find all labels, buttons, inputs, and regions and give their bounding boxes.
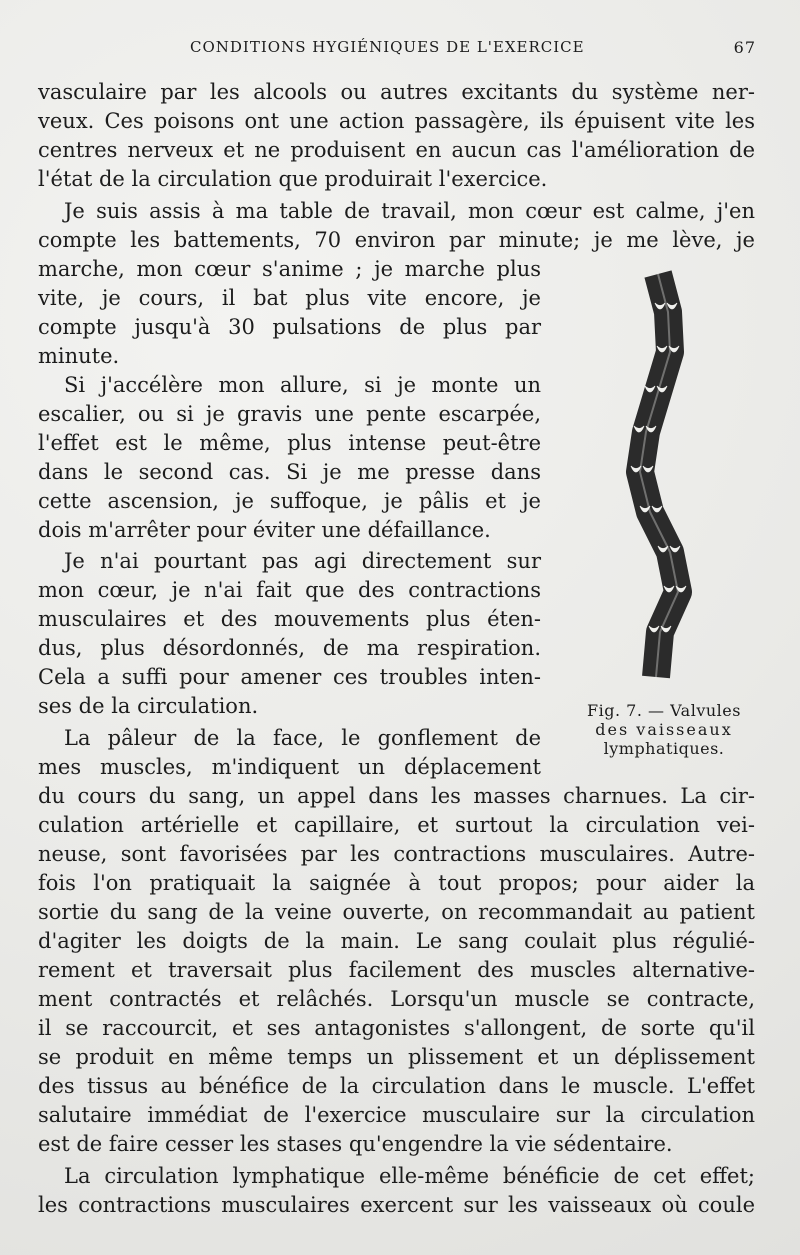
text-line: culation artérielle et capillaire, et surtout la circulation vei- [38, 813, 755, 837]
text-line: cette ascension, je suffoque, je pâlis et je [38, 489, 541, 513]
text-line: mon cœur, je n'ai fait que des contractions [38, 578, 541, 602]
figure-caption-line: lymphatiques. [603, 739, 725, 758]
text-line: Je suis assis à ma table de travail, mon cœur est calme, j'en [64, 199, 755, 223]
lymphatic-vessel-illustration [618, 262, 708, 692]
text-line: fois l'on pratiquait la saignée à tout propos; pour aider la [38, 871, 755, 895]
text-line: dans le second cas. Si je me presse dans [38, 460, 541, 484]
text-line: veux. Ces poisons ont une action passagère, ils épuisent vite les [38, 109, 755, 133]
text-line: l'état de la circulation que produirait l'exercice. [38, 167, 548, 191]
text-line: La pâleur de la face, le gonflement de [64, 726, 541, 750]
text-line: du cours du sang, un appel dans les masses charnues. La cir- [38, 784, 755, 808]
text-line: dois m'arrêter pour éviter une défaillance. [38, 518, 491, 542]
text-line: mes muscles, m'indiquent un déplacement [38, 755, 541, 779]
text-line: escalier, ou si je gravis une pente escarpée, [38, 402, 541, 426]
text-line: neuse, sont favorisées par les contractions musculaires. Autre- [38, 842, 755, 866]
text-line: ses de la circulation. [38, 694, 259, 718]
text-line: les contractions musculaires exercent sur les vaisseaux où coule [38, 1193, 755, 1217]
text-line: il se raccourcit, et ses antagonistes s'allongent, de sorte qu'il [38, 1016, 755, 1040]
text-line: Cela a suffi pour amener ces troubles inten- [38, 665, 541, 689]
text-line: marche, mon cœur s'anime ; je marche plus [38, 257, 541, 281]
lymphatic-valves-figure [618, 262, 708, 692]
text-line: musculaires et des mouvements plus éten- [38, 607, 541, 631]
vessel-path [640, 274, 678, 677]
text-line: La circulation lymphatique elle-même bénéficie de cet effet; [64, 1164, 755, 1188]
text-line: vite, je cours, il bat plus vite encore, je [38, 286, 541, 310]
figure-caption-line: des vaisseaux [595, 720, 733, 739]
page-number: 67 [733, 38, 756, 57]
figure-caption-line: Fig. 7. — Valvules [587, 701, 741, 720]
text-line: sortie du sang de la veine ouverte, on recommandait au patient [38, 900, 755, 924]
text-line: d'agiter les doigts de la main. Le sang coulait plus régulié- [38, 929, 755, 953]
text-line: compte les battements, 70 environ par minute; je me lève, je [38, 228, 755, 252]
text-line: vasculaire par les alcools ou autres excitants du système ner- [38, 80, 755, 104]
text-line: salutaire immédiat de l'exercice musculaire sur la circulation [38, 1103, 755, 1127]
text-line: Je n'ai pourtant pas agi directement sur [64, 549, 541, 573]
text-line: centres nerveux et ne produisent en aucun cas l'amélioration de [38, 138, 755, 162]
text-line: compte jusqu'à 30 pulsations de plus par [38, 315, 541, 339]
text-line: minute. [38, 344, 120, 368]
text-line: des tissus au bénéfice de la circulation dans le muscle. L'effet [38, 1074, 755, 1098]
text-line: est de faire cesser les stases qu'engendre la vie sédentaire. [38, 1132, 673, 1156]
text-line: ment contractés et relâchés. Lorsqu'un muscle se contracte, [38, 987, 755, 1011]
running-head [40, 38, 756, 58]
running-title: CONDITIONS HYGIÉNIQUES DE L'EXERCICE [190, 38, 585, 56]
text-line: dus, plus désordonnés, de ma respiration. [38, 636, 541, 660]
text-line: rement et traversait plus facilement des muscles alternative- [38, 958, 755, 982]
text-line: se produit en même temps un plissement et un déplissement [38, 1045, 755, 1069]
text-line: l'effet est le même, plus intense peut-être [38, 431, 541, 455]
text-line: Si j'accélère mon allure, si je monte un [64, 373, 541, 397]
